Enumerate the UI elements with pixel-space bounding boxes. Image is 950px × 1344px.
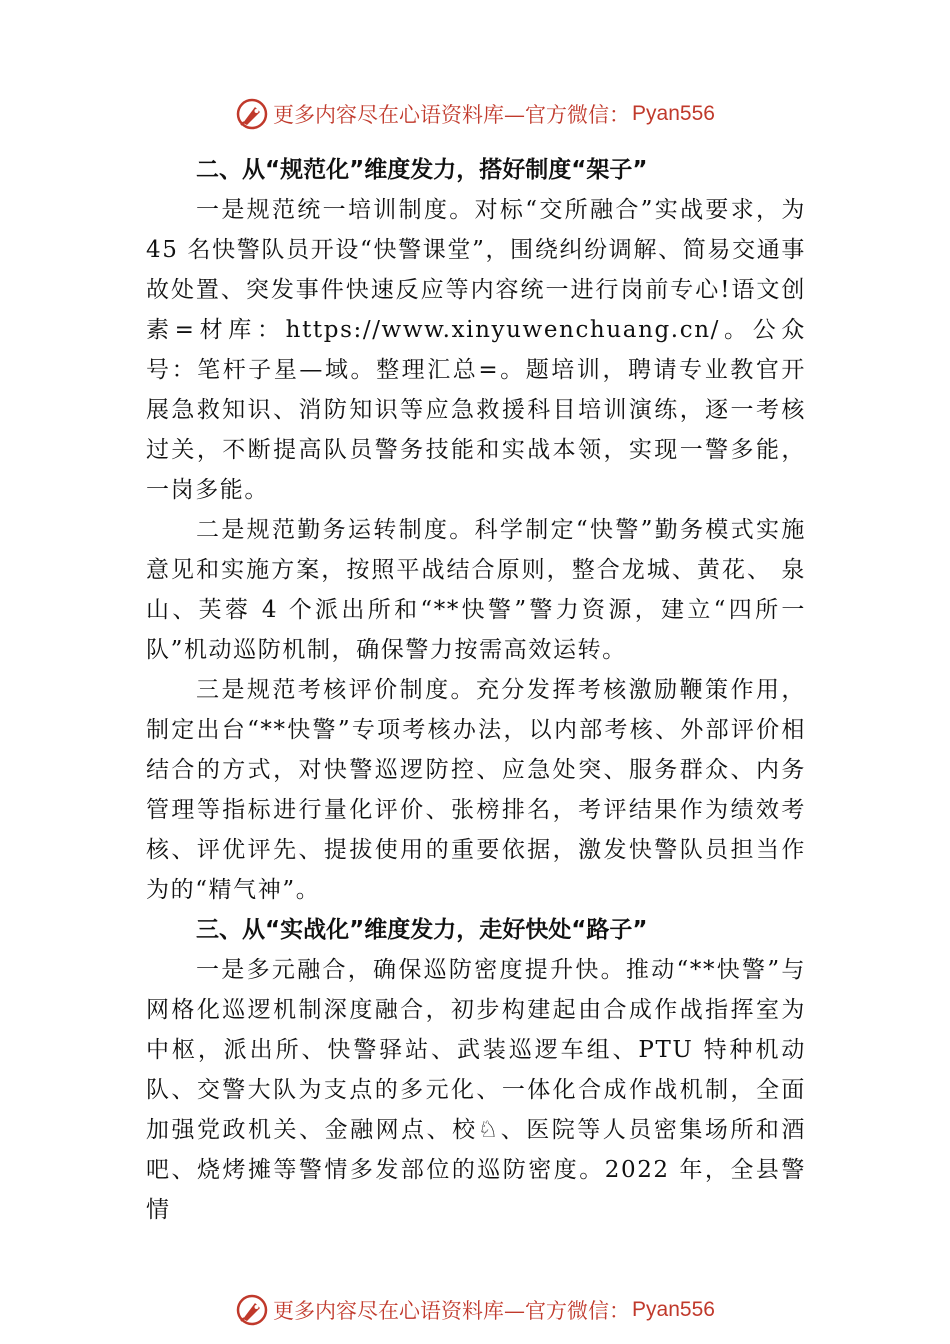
- section2-heading: 二、从“规范化”维度发力，搭好制度“架子”: [196, 157, 648, 183]
- pen-nib-circle-icon: [235, 1293, 269, 1327]
- section3-heading: 三、从“实战化”维度发力，走好快处“路子”: [196, 917, 648, 943]
- watermark-wechat-label: 官方微信：: [525, 103, 631, 127]
- watermark-wechat-label: 官方微信：: [525, 1299, 631, 1323]
- document-body: [146, 150, 806, 1230]
- section2-paragraph-2: 二是规范勤务运转制度。科学制定“快警”勤务模式实施意见和实施方案，按照平战结合原则，整合龙城、黄花、 泉山、芙蓉 4 个派出所和“**快警”警力资源，建立“四所一队”机动巡防机制，确保警力按需高效运转。: [146, 517, 806, 663]
- watermark-banner-bottom: [0, 1290, 950, 1330]
- watermark-wechat-id: Pyan556: [632, 102, 715, 125]
- watermark-banner-top: [0, 94, 950, 134]
- pen-nib-circle-icon: [235, 97, 269, 131]
- section2-paragraph-3: 三是规范考核评价制度。充分发挥考核激励鞭策作用，制定出台“**快警”专项考核办法，以内部考核、外部评价相结合的方式，对快警巡逻防控、应急处突、服务群众、内务管理等指标进行量化评价、张榜排名，考评结果作为绩效考核、评优评先、提拔使用的重要依据，激发快警队员担当作为的“精气神”。: [146, 677, 806, 903]
- section3-paragraph-1: 一是多元融合，确保巡防密度提升快。推动“**快警”与网格化巡逻机制深度融合，初步构建起由合成作战指挥室为中枢，派出所、快警驿站、武装巡逻车组、PTU 特种机动队、交警大队为支点的多元化、一体化合成作战机制，全面加强党政机关、金融网点、校♘、医院等人员密集场所和酒吧、烧烤摊等警情多发部位的巡防密度。2022 年，全县警情: [146, 957, 806, 1223]
- watermark-slogan: 更多内容尽在心语资料库—: [273, 103, 526, 127]
- section2-paragraph-1: 一是规范统一培训制度。对标“交所融合”实战要求，为 45 名快警队员开设“快警课堂”，围绕纠纷调解、简易交通事故处置、突发事件快速反应等内容统一进行岗前专心!语文创素=材库：https://www.xinyuwenchuang.cn/。公众号：笔杆子星—域。整理汇总=。题培训，聘请专业教官开展急救知识、消防知识等应急救援科目培训演练，逐一考核过关，不断提高队员警务技能和实战本领，实现一警多能，一岗多能。: [146, 197, 806, 503]
- watermark-slogan: 更多内容尽在心语资料库—: [273, 1299, 526, 1323]
- watermark-wechat-id: Pyan556: [632, 1298, 715, 1321]
